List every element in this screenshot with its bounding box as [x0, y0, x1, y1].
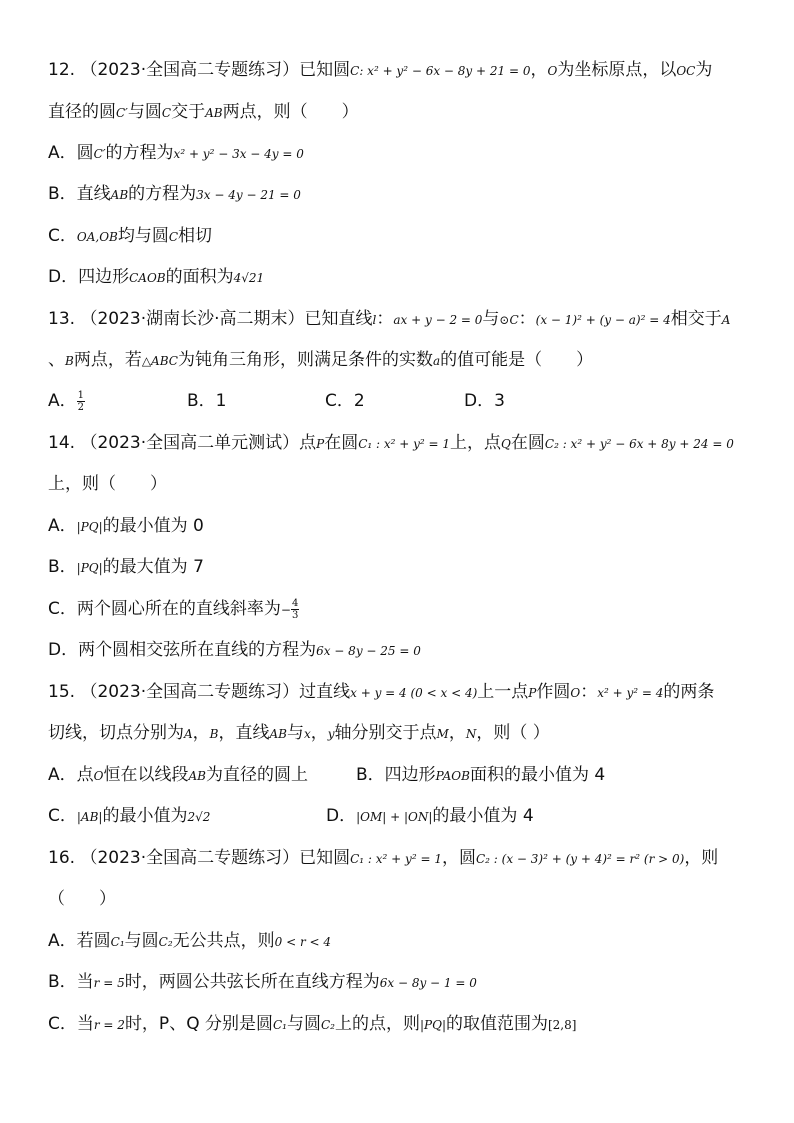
q15-line-2	[48, 721, 754, 746]
math-expression: C₂ : (x − 3)² + (y + 4)² = r² (r > 0)	[475, 852, 685, 866]
math-expression: 3x − 4y − 21 = 0	[196, 188, 301, 202]
math-expression: O	[93, 769, 104, 783]
math-expression: N	[465, 727, 477, 741]
text-run: （2023·湖南长沙·高二期末）已知直线	[80, 309, 373, 329]
q14-option-b	[48, 555, 754, 580]
q15-option-d	[326, 804, 534, 829]
math-expression: AB	[205, 106, 223, 120]
math-expression: 2√2	[187, 810, 211, 824]
math-expression: OC	[676, 64, 696, 78]
math-expression: 6x − 8y − 1 = 0	[379, 976, 477, 990]
text-run: （2023·全国高二专题练习）过直线	[80, 682, 351, 702]
text-run: 的最小值为	[102, 806, 188, 826]
q14-line-2	[48, 472, 754, 496]
q14-option-a	[48, 514, 754, 539]
text-run: 13.	[48, 309, 81, 329]
text-run: ，圆	[441, 848, 476, 868]
math-expression: 0 < r < 4	[274, 935, 332, 949]
text-run: ，则（ ）	[476, 723, 550, 743]
text-run: 交于	[171, 102, 206, 122]
text-run: C．	[48, 806, 77, 826]
math-expression: AB	[188, 769, 206, 783]
math-expression: O	[570, 686, 581, 700]
math-expression: C₂	[158, 935, 173, 949]
text-run: ，	[448, 723, 466, 743]
math-expression: Q	[501, 437, 511, 451]
math-expression: : x² + y² − 6x − 8y + 21 = 0	[359, 64, 531, 78]
math-expression: |AB|	[76, 810, 103, 824]
math-expression: A	[721, 313, 731, 327]
text-run: 的两条	[663, 682, 715, 702]
q14-line-1	[48, 431, 754, 456]
math-expression: C	[168, 230, 179, 244]
text-run: 上，点	[450, 433, 502, 453]
math-expression: |OM| + |ON|	[356, 810, 433, 824]
math-expression: P	[528, 686, 537, 700]
math-expression: ax + y − 2 = 0	[393, 313, 483, 327]
math-expression: C′	[116, 106, 128, 120]
text-run: 两点，若	[73, 350, 142, 370]
math-expression: C₁ : x² + y² = 1	[358, 437, 451, 451]
math-expression: x² + y² = 4	[597, 686, 664, 700]
q16-line-2	[48, 887, 754, 911]
math-expression: C₂	[320, 1018, 335, 1032]
text-run: （ ）	[48, 889, 116, 909]
q13-option-b: B．1	[187, 391, 227, 411]
text-run: 与	[286, 723, 304, 743]
math-expression: C₂ : x² + y² − 6x + 8y + 24 = 0	[544, 437, 734, 451]
q12-option-c	[48, 224, 754, 249]
text-run: 与圆	[286, 1014, 321, 1034]
fraction: $\frac{4}{3}$	[291, 597, 299, 621]
text-run: 14.	[48, 433, 81, 453]
math-expression: M	[436, 727, 449, 741]
q14-option-d	[48, 638, 754, 663]
text-run: ，则	[684, 848, 719, 868]
text-run: 、	[48, 350, 65, 370]
text-run: 恒在以线段	[103, 765, 189, 785]
q14-option-c: C．两个圆心所在的直线斜率为− $\frac{4}{3}$	[48, 597, 299, 621]
text-run: 与圆	[124, 931, 159, 951]
q12-option-a	[48, 141, 754, 166]
text-run: （2023·全国高二专题练习）已知圆	[80, 60, 351, 80]
text-run: ：	[376, 309, 394, 329]
q15-option-a	[48, 763, 308, 788]
math-expression: [2,8]	[547, 1018, 577, 1032]
q13-option-d: D．3	[464, 391, 505, 411]
math-expression: △ABC	[141, 354, 178, 368]
math-expression: x	[303, 727, 311, 741]
text-run: ：	[518, 309, 536, 329]
math-expression: |PQ|	[76, 520, 103, 534]
q16-option-a	[48, 929, 754, 954]
text-run: 在圆	[324, 433, 359, 453]
text-run: 为	[695, 60, 713, 80]
math-expression: a	[432, 354, 441, 368]
math-expression: x + y = 4 (0 < x < 4)	[350, 686, 478, 700]
q15-option-c	[48, 804, 210, 829]
text-run: 12.	[48, 60, 81, 80]
q15-line-1	[48, 680, 754, 705]
math-expression: P	[316, 437, 325, 451]
text-run: 作圆	[536, 682, 571, 702]
math-expression: O	[547, 64, 558, 78]
text-run: 上一点	[477, 682, 529, 702]
text-run: B．四边形	[356, 765, 436, 785]
text-run: 轴分别交于点	[334, 723, 437, 743]
math-expression: l	[372, 313, 377, 327]
text-run: （2023·全国高二专题练习）已知圆	[80, 848, 351, 868]
math-expression: C₁	[272, 1018, 287, 1032]
fraction: $\frac{1}{2}$	[77, 389, 85, 413]
text-run: 面积的最小值为 4	[469, 765, 606, 785]
text-run: 时，两圆公共弦长所在直线方程为	[124, 972, 380, 992]
math-expression: AB	[110, 188, 129, 202]
math-expression: ⊙C	[499, 313, 519, 327]
text-run: 15.	[48, 682, 81, 702]
text-run: C．当	[48, 1014, 94, 1034]
text-run: 为直径的圆上	[205, 765, 308, 785]
text-run: ：	[580, 682, 598, 702]
math-expression: r = 2	[93, 1018, 125, 1032]
q13-option-a: A． $\frac{1}{2}$	[48, 389, 85, 413]
math-expression: |PQ|	[419, 1018, 446, 1032]
text-run: ，直线	[218, 723, 270, 743]
text-run: B．直线	[48, 184, 111, 204]
text-run: 切线，切点分别为	[48, 723, 184, 743]
q16-line-1	[48, 846, 754, 871]
math-expression: OA,OB	[76, 230, 118, 244]
text-run: ，	[530, 60, 548, 80]
math-expression: B	[65, 354, 74, 368]
text-run: ，	[192, 723, 210, 743]
text-run: 16.	[48, 848, 81, 868]
text-run: 的最小值为 0	[102, 516, 204, 536]
math-expression: y	[327, 727, 335, 741]
text-run: 无公共点，则	[172, 931, 275, 951]
text-run: 的方程为	[128, 184, 197, 204]
text-run: 相交于	[670, 309, 722, 329]
text-run: 在圆	[510, 433, 545, 453]
math-expression: C₁ : x² + y² = 1	[350, 852, 442, 866]
math-expression: (x − 1)² + (y − a)² = 4	[535, 313, 671, 327]
text-run: 为钝角三角形，则满足条件的实数	[177, 350, 433, 370]
text-run: 直径的圆	[48, 102, 116, 122]
text-run: 的最小值为 4	[432, 806, 534, 826]
text-run: 相切	[178, 226, 213, 246]
q16-option-c	[48, 1012, 754, 1037]
q12-option-b	[48, 182, 754, 207]
math-expression: CAOB	[129, 271, 166, 285]
text-run: 与圆	[127, 102, 162, 122]
text-run: A．点	[48, 765, 94, 785]
text-run: 上的点，则	[334, 1014, 420, 1034]
text-run: ，	[310, 723, 328, 743]
q15-option-b	[356, 763, 605, 788]
text-run: 的最大值为 7	[102, 557, 204, 577]
text-run: A．若圆	[48, 931, 111, 951]
q16-option-b	[48, 970, 754, 995]
text-run: （2023·全国高二单元测试）点	[80, 433, 317, 453]
q13-option-c: C．2	[325, 391, 365, 411]
text-run: D．	[326, 806, 357, 826]
q12-line-1	[48, 58, 754, 83]
q13-line-1	[48, 307, 754, 332]
q13-line-2	[48, 348, 754, 373]
text-run: 的方程为	[105, 143, 174, 163]
text-run: 时，P、Q 分别是圆	[124, 1014, 273, 1034]
math-expression: C′	[93, 147, 106, 161]
q12-line-2	[48, 100, 754, 125]
math-expression: 6x − 8y − 25 = 0	[316, 644, 421, 658]
q12-option-d	[48, 265, 754, 290]
text-run: B．	[48, 557, 77, 577]
text-run: 均与圆	[117, 226, 169, 246]
text-run: D．四边形	[48, 267, 130, 287]
text-run: 上，则（ ）	[48, 474, 167, 494]
math-expression: AB	[269, 727, 287, 741]
math-expression: C	[161, 106, 172, 120]
text-run: B．当	[48, 972, 94, 992]
text-run: A．圆	[48, 143, 94, 163]
text-run: 的面积为	[165, 267, 234, 287]
text-run: 与	[482, 309, 500, 329]
text-run: 的值可能是（ ）	[440, 350, 594, 370]
text-run: 为坐标原点，以	[557, 60, 677, 80]
math-expression: B	[209, 727, 219, 741]
math-expression: A	[184, 727, 193, 741]
text-run: D．两个圆相交弦所在直线的方程为	[48, 640, 317, 660]
text-run: 两点，则（ ）	[222, 102, 359, 122]
math-expression: x² + y² − 3x − 4y = 0	[173, 147, 304, 161]
math-expression: PAOB	[435, 769, 470, 783]
math-expression: 4√21	[233, 271, 265, 285]
math-expression: |PQ|	[76, 561, 103, 575]
text-run: 的取值范围为	[445, 1014, 548, 1034]
math-expression: C₁	[110, 935, 125, 949]
math-expression: C	[350, 64, 360, 78]
text-run: A．	[48, 516, 77, 536]
text-run: C．	[48, 226, 77, 246]
math-expression: r = 5	[93, 976, 125, 990]
